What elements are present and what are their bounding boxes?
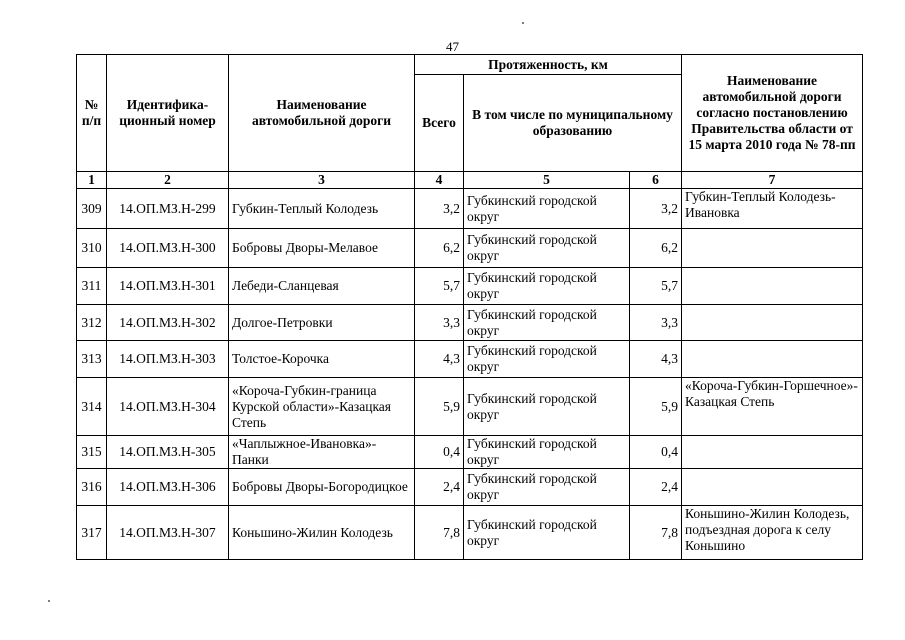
decree-road-name: Коньшино-Жилин Колодезь, подъездная дорога к селу Коньшино <box>682 506 863 560</box>
table-row <box>77 506 863 560</box>
road-name: Коньшино-Жилин Колодезь <box>229 506 415 560</box>
table-row <box>77 341 863 378</box>
scan-speck <box>48 600 50 602</box>
header-length: Протяженность, км <box>415 55 682 75</box>
municipality: Губкинский городской округ <box>464 189 630 229</box>
row-number: 311 <box>77 268 107 305</box>
road-name: Бобровы Дворы-Богородицкое <box>229 469 415 506</box>
column-number: 3 <box>229 172 415 189</box>
row-number: 316 <box>77 469 107 506</box>
row-number: 315 <box>77 436 107 469</box>
length-total: 5,9 <box>415 378 464 436</box>
row-number: 310 <box>77 229 107 268</box>
length-total: 3,2 <box>415 189 464 229</box>
road-id: 14.ОП.МЗ.Н-299 <box>107 189 229 229</box>
municipality: Губкинский городской округ <box>464 378 630 436</box>
length-municipal: 6,2 <box>630 229 682 268</box>
decree-road-name: Губкин-Теплый Колодезь-Ивановка <box>682 189 863 229</box>
length-municipal: 5,7 <box>630 268 682 305</box>
decree-road-name <box>682 341 863 378</box>
column-number: 2 <box>107 172 229 189</box>
column-number: 4 <box>415 172 464 189</box>
municipality: Губкинский городской округ <box>464 305 630 341</box>
road-name: Губкин-Теплый Колодезь <box>229 189 415 229</box>
roads-table <box>76 54 863 560</box>
column-number: 5 <box>464 172 630 189</box>
municipality: Губкинский городской округ <box>464 341 630 378</box>
road-name: Лебеди-Сланцевая <box>229 268 415 305</box>
length-total: 3,3 <box>415 305 464 341</box>
scan-speck <box>522 22 524 24</box>
row-number: 309 <box>77 189 107 229</box>
row-number: 313 <box>77 341 107 378</box>
road-id: 14.ОП.МЗ.Н-306 <box>107 469 229 506</box>
length-total: 7,8 <box>415 506 464 560</box>
road-id: 14.ОП.МЗ.Н-301 <box>107 268 229 305</box>
decree-road-name <box>682 436 863 469</box>
length-municipal: 0,4 <box>630 436 682 469</box>
municipality: Губкинский городской округ <box>464 268 630 305</box>
road-name: «Чаплыжное-Ивановка»-Панки <box>229 436 415 469</box>
length-total: 4,3 <box>415 341 464 378</box>
length-municipal: 2,4 <box>630 469 682 506</box>
table-row <box>77 378 863 436</box>
municipality: Губкинский городской округ <box>464 506 630 560</box>
row-number: 317 <box>77 506 107 560</box>
table-row <box>77 268 863 305</box>
length-total: 0,4 <box>415 436 464 469</box>
length-municipal: 4,3 <box>630 341 682 378</box>
row-number: 312 <box>77 305 107 341</box>
road-id: 14.ОП.МЗ.Н-307 <box>107 506 229 560</box>
road-name: Толстое-Корочка <box>229 341 415 378</box>
length-municipal: 3,2 <box>630 189 682 229</box>
page-number: 47 <box>446 39 459 54</box>
decree-road-name: «Короча-Губкин-Горшечное»-Казацкая Степь <box>682 378 863 436</box>
length-municipal: 5,9 <box>630 378 682 436</box>
header-id: Идентифика-ционный номер <box>107 55 229 172</box>
decree-road-name <box>682 268 863 305</box>
length-municipal: 3,3 <box>630 305 682 341</box>
length-total: 2,4 <box>415 469 464 506</box>
table-row <box>77 436 863 469</box>
table-row <box>77 189 863 229</box>
road-name: Долгое-Петровки <box>229 305 415 341</box>
road-name: Бобровы Дворы-Мелавое <box>229 229 415 268</box>
decree-road-name <box>682 229 863 268</box>
length-municipal: 7,8 <box>630 506 682 560</box>
length-total: 6,2 <box>415 229 464 268</box>
header-name: Наименование автомобильной дороги <box>229 55 415 172</box>
header-incl: В том числе по муниципальному образованию <box>464 75 682 172</box>
column-number: 6 <box>630 172 682 189</box>
municipality: Губкинский городской округ <box>464 469 630 506</box>
column-number: 1 <box>77 172 107 189</box>
road-id: 14.ОП.МЗ.Н-303 <box>107 341 229 378</box>
municipality: Губкинский городской округ <box>464 436 630 469</box>
header-num: № п/п <box>77 55 107 172</box>
table-row <box>77 469 863 506</box>
road-id: 14.ОП.МЗ.Н-302 <box>107 305 229 341</box>
column-number: 7 <box>682 172 863 189</box>
road-name: «Короча-Губкин-граница Курской области»-Казацкая Степь <box>229 378 415 436</box>
row-number: 314 <box>77 378 107 436</box>
road-id: 14.ОП.МЗ.Н-300 <box>107 229 229 268</box>
table-row <box>77 229 863 268</box>
header-decree: Наименование автомобильной дороги согласно постановлению Правительства области от 15 марта 2010 года № 78-пп <box>682 55 863 172</box>
road-id: 14.ОП.МЗ.Н-304 <box>107 378 229 436</box>
length-total: 5,7 <box>415 268 464 305</box>
header-total: Всего <box>415 75 464 172</box>
decree-road-name <box>682 305 863 341</box>
municipality: Губкинский городской округ <box>464 229 630 268</box>
road-id: 14.ОП.МЗ.Н-305 <box>107 436 229 469</box>
decree-road-name <box>682 469 863 506</box>
table-row <box>77 305 863 341</box>
